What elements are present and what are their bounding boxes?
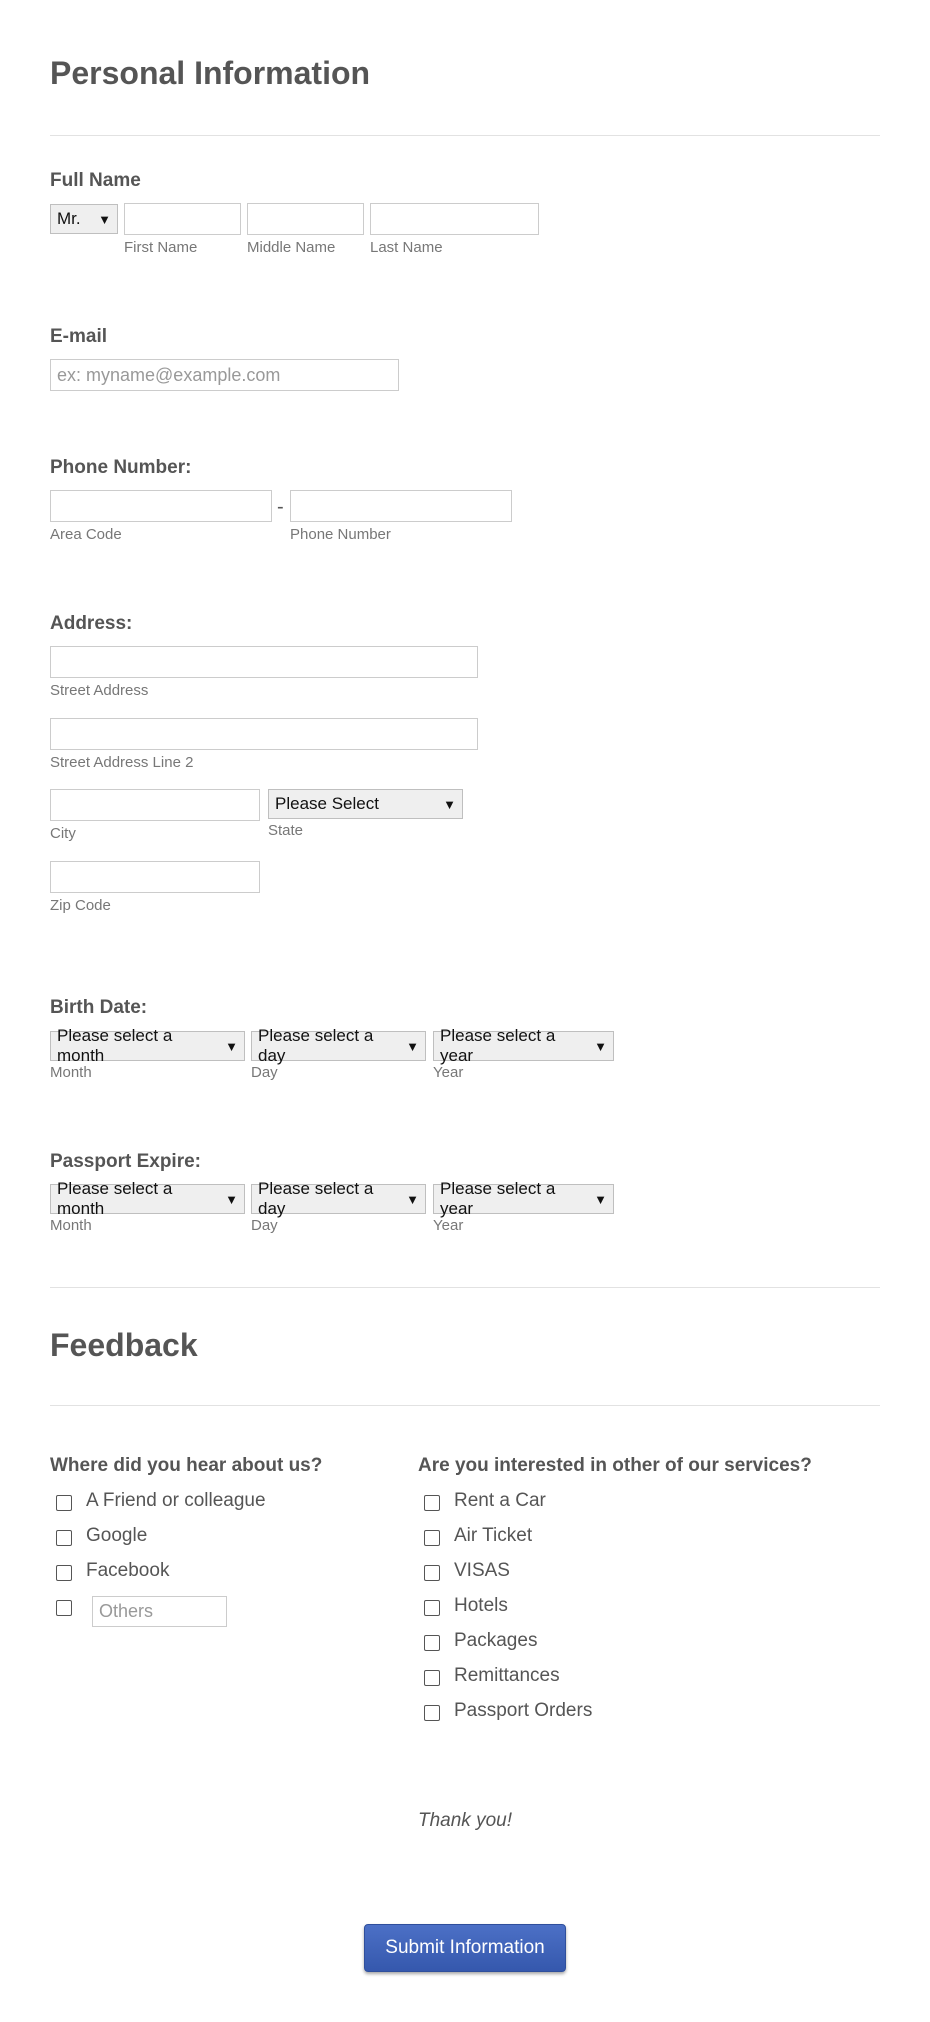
- passport-day-select[interactable]: [251, 1179, 426, 1218]
- service-option-checkbox[interactable]: [424, 1565, 440, 1581]
- area-code-sublabel: Area Code: [50, 526, 122, 543]
- city-input[interactable]: [50, 789, 260, 821]
- phone-separator: -: [277, 496, 284, 518]
- heard-option-label: A Friend or colleague: [86, 1490, 266, 1511]
- personal-info-title: Personal Information: [50, 55, 371, 91]
- passport-day-sublabel: Day: [251, 1217, 278, 1234]
- middle-name-sublabel: Middle Name: [247, 239, 336, 256]
- feedback-title: Feedback: [50, 1327, 198, 1363]
- divider: [50, 1405, 880, 1406]
- zip-code-input[interactable]: [50, 861, 260, 893]
- street-address-sublabel: Street Address: [50, 682, 149, 699]
- passport-year-value: Please select a year: [440, 1179, 556, 1218]
- divider: [50, 1287, 880, 1288]
- service-option-checkbox[interactable]: [424, 1495, 440, 1511]
- chevron-down-icon: ▼: [443, 796, 456, 812]
- passport-expire-label: Passport Expire:: [50, 1151, 201, 1172]
- chevron-down-icon: ▼: [98, 211, 111, 227]
- thank-you-text: Thank you!: [418, 1810, 512, 1831]
- name-prefix-value: Mr.: [57, 209, 81, 228]
- service-option-label: Air Ticket: [454, 1525, 533, 1546]
- state-select[interactable]: [268, 789, 463, 819]
- service-option-checkbox[interactable]: [424, 1635, 440, 1651]
- service-option-checkbox[interactable]: [424, 1705, 440, 1721]
- passport-day-value: Please select a day: [258, 1179, 374, 1218]
- chevron-down-icon: ▼: [406, 1191, 419, 1207]
- heard-option-checkbox[interactable]: [56, 1530, 72, 1546]
- address-label: Address:: [50, 613, 133, 634]
- birth-day-sublabel: Day: [251, 1064, 278, 1081]
- middle-name-input[interactable]: [247, 203, 364, 235]
- passport-month-value: Please select a month: [57, 1179, 173, 1218]
- birth-year-select[interactable]: [433, 1026, 614, 1065]
- passport-year-select[interactable]: [433, 1179, 614, 1218]
- chevron-down-icon: ▼: [225, 1038, 238, 1054]
- first-name-sublabel: First Name: [124, 239, 198, 256]
- birth-day-value: Please select a day: [258, 1026, 374, 1065]
- submit-button[interactable]: Submit Information: [364, 1924, 566, 1972]
- divider: [50, 135, 880, 136]
- state-select-value: Please Select: [275, 794, 379, 813]
- heard-option-label: Facebook: [86, 1560, 170, 1581]
- birth-day-select[interactable]: [251, 1026, 426, 1065]
- chevron-down-icon: ▼: [594, 1191, 607, 1207]
- name-prefix-select[interactable]: [50, 204, 118, 234]
- passport-year-sublabel: Year: [433, 1217, 464, 1234]
- phone-number-input[interactable]: [290, 490, 512, 522]
- chevron-down-icon: ▼: [406, 1038, 419, 1054]
- service-option-label: Hotels: [454, 1595, 508, 1616]
- heard-option-label: Google: [86, 1525, 148, 1546]
- passport-month-sublabel: Month: [50, 1217, 92, 1234]
- birth-year-sublabel: Year: [433, 1064, 464, 1081]
- state-sublabel: State: [268, 822, 304, 839]
- service-option-checkbox[interactable]: [424, 1670, 440, 1686]
- service-option-checkbox[interactable]: [424, 1530, 440, 1546]
- service-option-label: Rent a Car: [454, 1490, 546, 1511]
- heard-option-checkbox[interactable]: [56, 1565, 72, 1581]
- street-address-line2-sublabel: Street Address Line 2: [50, 754, 194, 771]
- street-address-line2-input[interactable]: [50, 718, 478, 750]
- email-label: E-mail: [50, 326, 108, 347]
- heard-about-question: Where did you hear about us?: [50, 1455, 323, 1476]
- zip-code-sublabel: Zip Code: [50, 897, 111, 914]
- service-option-checkbox[interactable]: [424, 1600, 440, 1616]
- last-name-sublabel: Last Name: [370, 239, 443, 256]
- last-name-input[interactable]: [370, 203, 539, 235]
- birth-date-label: Birth Date:: [50, 997, 148, 1018]
- email-input[interactable]: [50, 359, 399, 391]
- chevron-down-icon: ▼: [225, 1191, 238, 1207]
- full-name-label: Full Name: [50, 170, 141, 191]
- birth-year-value: Please select a year: [440, 1026, 556, 1065]
- chevron-down-icon: ▼: [594, 1038, 607, 1054]
- heard-option-checkbox[interactable]: [56, 1495, 72, 1511]
- area-code-input[interactable]: [50, 490, 272, 522]
- service-option-label: VISAS: [454, 1560, 510, 1581]
- street-address-input[interactable]: [50, 646, 478, 678]
- service-option-label: Remittances: [454, 1665, 560, 1686]
- first-name-input[interactable]: [124, 203, 241, 235]
- birth-month-sublabel: Month: [50, 1064, 92, 1081]
- heard-others-checkbox[interactable]: [56, 1600, 72, 1616]
- birth-month-value: Please select a month: [57, 1026, 173, 1065]
- phone-number-sublabel: Phone Number: [290, 526, 391, 543]
- others-input[interactable]: [92, 1596, 227, 1627]
- services-question: Are you interested in other of our services?: [418, 1455, 812, 1476]
- passport-month-select[interactable]: [50, 1179, 245, 1218]
- city-sublabel: City: [50, 825, 76, 842]
- birth-month-select[interactable]: [50, 1026, 245, 1065]
- phone-label: Phone Number:: [50, 457, 192, 478]
- service-option-label: Packages: [454, 1630, 538, 1651]
- service-option-label: Passport Orders: [454, 1700, 593, 1721]
